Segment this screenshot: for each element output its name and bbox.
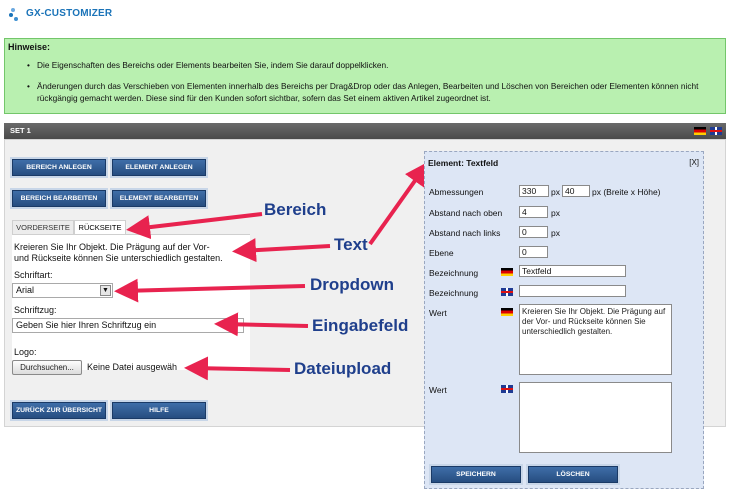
- value-textarea-de[interactable]: Kreieren Sie Ihr Objekt. Die Prägung auf der Vor- und Rückseite können Sie unterschiedlich gestalten.: [519, 304, 672, 375]
- element-dialog: [424, 151, 704, 489]
- arrow-text: [240, 246, 330, 251]
- notice-item-text: Die Eigenschaften des Bereichs oder Elements bearbeiten Sie, indem Sie darauf doppelklicken.: [37, 60, 389, 70]
- annotation-dropdown: Dropdown: [310, 275, 395, 294]
- font-select-value: Arial: [16, 285, 35, 295]
- edit-area-button[interactable]: BEREICH BEARBEITEN: [12, 190, 106, 207]
- layer-input[interactable]: 0: [519, 246, 548, 258]
- dimensions-label: Abmessungen: [429, 187, 484, 197]
- arrow-dropdown: [122, 286, 305, 291]
- arrow-upload: [192, 368, 290, 370]
- create-element-button[interactable]: ELEMENT ANLEGEN: [112, 159, 206, 176]
- name-input-de[interactable]: Textfeld: [519, 265, 626, 277]
- dimensions-hint: px (Breite x Höhe): [592, 187, 661, 197]
- create-area-button[interactable]: BEREICH ANLEGEN: [12, 159, 106, 176]
- font-label: Schriftart:: [14, 270, 53, 280]
- save-button[interactable]: SPEICHERN: [431, 466, 521, 483]
- notice-item: • Änderungen durch das Verschieben von Elementen innerhalb des Bereichs per Drag&Drop oder das Anlegen, Bearbeiten und Löschen von Bereichen oder Elementen können nicht rückgängig gemacht werden. Diese sind für den Kunden sofort sichtbar, sofern das Set einem aktiven Artikel zugeordnet ist.: [27, 81, 699, 103]
- arrow-input: [222, 324, 308, 326]
- logo-label: Logo:: [14, 347, 37, 357]
- value-textarea-en[interactable]: [519, 382, 672, 453]
- notice-item: • Die Eigenschaften des Bereichs oder Elements bearbeiten Sie, indem Sie darauf doppelklicken.: [27, 60, 389, 70]
- left-offset-label: Abstand nach links: [429, 228, 501, 238]
- close-button[interactable]: [X]: [689, 158, 699, 167]
- browse-button[interactable]: Durchsuchen...: [12, 360, 82, 375]
- annotation-input: Eingabefeld: [312, 316, 409, 335]
- left-offset-unit: px: [551, 228, 560, 238]
- value-label-de: Wert: [429, 308, 447, 318]
- tab-back[interactable]: RÜCKSEITE: [74, 220, 126, 235]
- layer-label: Ebene: [429, 248, 454, 258]
- name-input-en[interactable]: [519, 285, 626, 297]
- flag-uk-icon: [501, 385, 513, 393]
- help-button[interactable]: HILFE: [112, 402, 206, 419]
- flag-de-icon: [501, 308, 513, 316]
- tab-front[interactable]: VORDERSEITE: [12, 220, 74, 235]
- left-offset-input[interactable]: 0: [519, 226, 548, 238]
- name-label-de: Bezeichnung: [429, 268, 479, 278]
- annotation-area: Bereich: [264, 200, 327, 219]
- arrow-dialog: [370, 168, 424, 244]
- back-to-overview-button[interactable]: ZURÜCK ZUR ÜBERSICHT: [12, 402, 106, 419]
- notice-title: Hinweise:: [8, 42, 51, 52]
- chevron-down-icon[interactable]: ▼: [100, 285, 111, 296]
- width-input[interactable]: 330: [519, 185, 549, 197]
- delete-button[interactable]: LÖSCHEN: [528, 466, 618, 483]
- annotation-text: Text: [334, 235, 368, 254]
- top-offset-unit: px: [551, 208, 560, 218]
- name-label-en: Bezeichnung: [429, 288, 479, 298]
- file-status: Keine Datei ausgewäh: [87, 362, 178, 372]
- annotation-upload: Dateiupload: [294, 359, 392, 378]
- value-label-en: Wert: [429, 385, 447, 395]
- flag-uk-icon: [501, 288, 513, 296]
- app-title: GX-CUSTOMIZER: [26, 8, 113, 19]
- edit-element-button[interactable]: ELEMENT BEARBEITEN: [112, 190, 206, 207]
- lettering-input[interactable]: Geben Sie hier Ihren Schriftzug ein: [12, 318, 244, 333]
- height-input[interactable]: 40: [562, 185, 590, 197]
- notice-item-text: Änderungen durch das Verschieben von Elementen innerhalb des Bereichs per Drag&Drop oder das Anlegen, Bearbeiten und Löschen von Bereichen oder Elementen können nicht rückgängig gemacht werden. Diese sind für den Kunden sofort sichtbar, sofern das Set einem aktiven Artikel zugeordnet ist.: [37, 81, 699, 103]
- preview-text-line: Kreieren Sie Ihr Objekt. Die Prägung auf der Vor-: [14, 242, 210, 252]
- lettering-label: Schriftzug:: [14, 305, 57, 315]
- preview-text-line: und Rückseite können Sie unterschiedlich gestalten.: [14, 253, 223, 263]
- arrow-area: [134, 214, 262, 229]
- top-offset-label: Abstand nach oben: [429, 208, 503, 218]
- top-offset-input[interactable]: 4: [519, 206, 548, 218]
- set-label: SET 1: [10, 126, 31, 135]
- flag-de-icon: [501, 268, 513, 276]
- dialog-title: Element: Textfeld: [428, 158, 499, 168]
- width-unit: px: [551, 187, 560, 197]
